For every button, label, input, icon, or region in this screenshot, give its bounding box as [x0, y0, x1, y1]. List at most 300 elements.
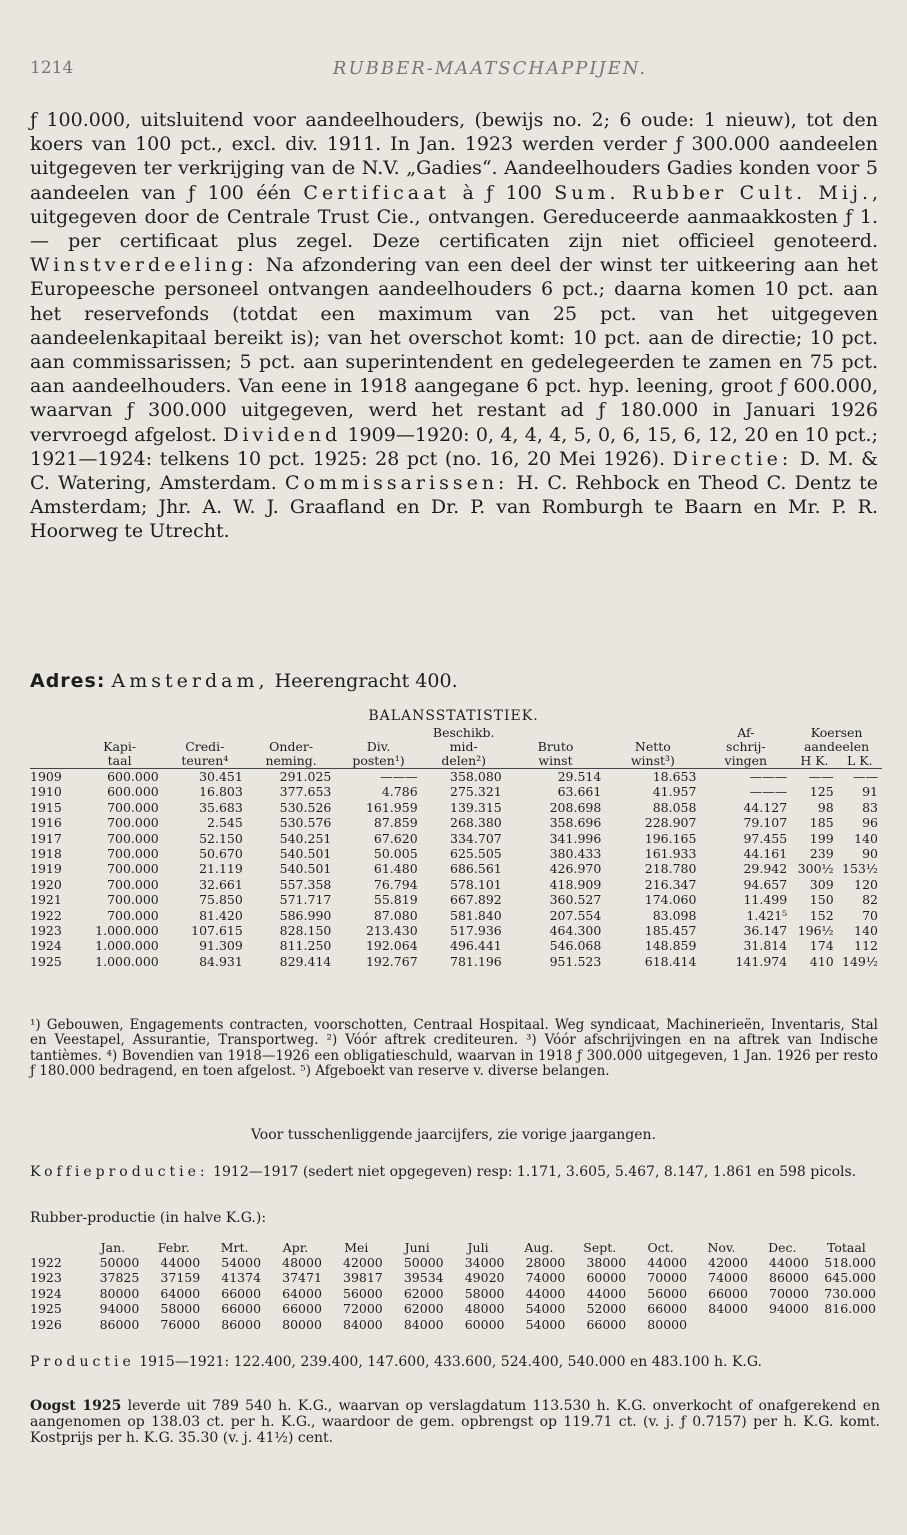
table-row: [30, 784, 882, 799]
table-cell: 83: [862, 799, 878, 815]
table-cell: 185: [809, 815, 834, 831]
month-header: Aug.: [524, 1240, 554, 1255]
table-cell: 174.060: [644, 892, 697, 908]
table-cell: 546.068: [549, 938, 602, 954]
header-hk: H K.: [791, 754, 837, 769]
table-cell: ———: [749, 784, 788, 800]
row-year: 1918: [30, 846, 62, 862]
running-header: [30, 58, 867, 86]
table-cell: 29.942: [743, 861, 788, 877]
table-cell: 586.990: [279, 907, 332, 923]
header-taal: taal: [76, 754, 162, 769]
table-row: [30, 1270, 880, 1285]
table-cell: 58000: [464, 1285, 505, 1301]
table-cell: 32.661: [199, 876, 243, 892]
header-neming: neming.: [247, 754, 336, 769]
table-cell: 1.000.000: [95, 938, 159, 954]
table-cell: 2.545: [207, 815, 243, 831]
table-cell: 686.561: [450, 861, 502, 877]
table-row: [30, 877, 882, 892]
table-row: [30, 923, 882, 938]
oogst-paragraph: [30, 1398, 880, 1446]
table-cell: 70: [862, 907, 878, 923]
table-cell: 31.814: [743, 938, 788, 954]
row-year: 1923: [30, 1270, 62, 1286]
header-lk: L K.: [838, 754, 882, 769]
header-schrij: schrij-: [726, 739, 766, 754]
table-cell: 84000: [343, 1316, 383, 1332]
header-koersen: Koersen: [810, 725, 863, 740]
table-cell: 625.505: [450, 846, 502, 862]
table-cell: 62000: [403, 1301, 444, 1317]
table-cell: 208.698: [549, 799, 602, 815]
table-cell: 63.661: [557, 784, 602, 800]
table-cell: 39534: [403, 1270, 444, 1286]
oogst-label: Oogst 1925: [30, 1398, 122, 1414]
row-year: 1922: [30, 907, 62, 923]
table-cell: 86000: [221, 1316, 262, 1332]
table-cell: 50000: [403, 1255, 444, 1270]
table-cell: 540.501: [279, 861, 332, 877]
header-div: Div.: [366, 739, 391, 754]
section-dividend: Dividend: [223, 423, 342, 446]
address-street: Heerengracht 400.: [274, 670, 458, 692]
header-vingen: vingen: [700, 754, 791, 769]
table-cell: 530.576: [279, 815, 332, 831]
table-cell: 410: [809, 953, 834, 969]
table-cell: 196.165: [644, 830, 697, 846]
table-cell: 645.000: [824, 1270, 876, 1286]
row-year: 1925: [30, 953, 62, 969]
table-cell: 80000: [99, 1285, 140, 1301]
table-cell: 58000: [160, 1301, 201, 1317]
table-cell: [752, 1317, 813, 1332]
table-cell: 91: [862, 784, 878, 800]
table-cell: 66000: [282, 1301, 322, 1317]
table-cell: 44000: [647, 1255, 688, 1270]
table-cell: 83.098: [652, 907, 697, 923]
row-year: 1915: [30, 799, 62, 815]
table-cell: 66000: [647, 1301, 688, 1317]
table-row: [30, 769, 882, 785]
table-cell: 811.250: [279, 938, 332, 954]
table-cell: 75.850: [199, 892, 243, 908]
month-header: Nov.: [707, 1240, 736, 1255]
table-cell: 37825: [99, 1270, 140, 1286]
table-cell: 578.101: [450, 876, 502, 892]
month-header: Mrt.: [220, 1240, 249, 1255]
table-cell: 50.670: [199, 846, 243, 862]
table-cell: 153½: [842, 861, 878, 877]
table-cell: 291.025: [279, 769, 332, 784]
table-cell: 44000: [769, 1255, 809, 1270]
table-cell: 80000: [282, 1316, 322, 1332]
table-cell: 88.058: [652, 799, 697, 815]
table-cell: 79.107: [743, 815, 788, 831]
table-cell: 66000: [586, 1316, 627, 1332]
table-cell: 107.615: [191, 923, 243, 939]
table-cell: 80000: [647, 1316, 688, 1332]
table-cell: 207.554: [549, 907, 602, 923]
table-cell: 730.000: [824, 1285, 876, 1301]
table-cell: 81.420: [199, 907, 243, 923]
table-cell: 48000: [464, 1301, 505, 1317]
table-cell: 37471: [282, 1270, 322, 1286]
table-cell: 90: [862, 846, 878, 862]
table-cell: 951.523: [549, 953, 602, 969]
table-cell: 358.696: [549, 815, 602, 831]
table-cell: 141.974: [735, 953, 788, 969]
table-cell: 1.000.000: [95, 953, 159, 969]
table-cell: 228.907: [644, 815, 697, 831]
table-cell: 18.653: [652, 769, 697, 784]
table-cell: 72000: [343, 1301, 383, 1317]
row-year: 1925: [30, 1301, 62, 1317]
table-cell: 44.161: [743, 846, 788, 862]
balance-footnotes: ¹) Gebouwen, Engagements contracten, voorschotten, Centraal Hospitaal. Weg syndicaat, Machinerieën, Inventaris, Stal en Veestapel, Assurantie, Transportweg. ²) Vóór aftrek crediteuren. ³) Vóór afschrijvingen en na aftrek van Indische tantièmes. ⁴) Bovendien van 1918—1926 een obligatieschuld, waarvan in 1918 ƒ 300.000 uitgegeven, 1 Jan. 1926 per resto ƒ 180.000 bedragend, en toen afgelost. ⁵) Afgeboekt van reserve v. diverse belangen.: [30, 1017, 878, 1080]
table-cell: 828.150: [279, 923, 332, 939]
productie-paragraph: [30, 1354, 880, 1370]
table-cell: 86000: [769, 1270, 809, 1286]
table-cell: ——: [853, 769, 878, 784]
para-text: ƒ 100.000, uitsluitend voor aandeelhouders, (bewijs no. 2; 6 oude: 1 nieuw), tot den koers van 100 pct., excl. div. 1911. In Jan. 1923 werden verder ƒ 300.000 aandeelen uitgegeven ter verkrijging van de N.V. „Gadies“. Aandeelhouders Gadies konden voor 5 aandeelen van ƒ 100 één: [30, 109, 878, 204]
month-header: Dec.: [768, 1240, 797, 1255]
table-cell: 29.514: [557, 769, 602, 784]
table-cell: 161.959: [365, 799, 418, 815]
table-cell: 700.000: [107, 861, 159, 877]
header-beschikb: Beschikb.: [432, 725, 495, 740]
spaced-term: Sum.: [554, 181, 620, 204]
table-cell: 48000: [282, 1255, 322, 1270]
header-netto: Netto: [634, 739, 671, 754]
table-cell: 44000: [160, 1255, 201, 1270]
table-row: [30, 831, 882, 846]
table-cell: 360.527: [549, 892, 602, 908]
table-cell: 341.996: [549, 830, 602, 846]
address-city: Amsterdam,: [111, 670, 269, 692]
header-aandeelen: aandeelen: [803, 739, 870, 754]
address-line: [30, 670, 458, 692]
row-year: 1924: [30, 1285, 62, 1301]
balance-table-title: BALANSSTATISTIEK.: [368, 708, 539, 724]
row-year: 1922: [30, 1255, 62, 1270]
table-cell: 42000: [343, 1255, 383, 1270]
table-cell: 87.080: [373, 907, 418, 923]
month-header: Apr.: [282, 1240, 309, 1255]
header-posten: posten¹): [335, 754, 421, 769]
table-cell: 300½: [797, 861, 834, 877]
table-cell: 42000: [708, 1255, 748, 1270]
table-cell: 192.064: [365, 938, 418, 954]
section-directie: Directie:: [672, 447, 793, 470]
month-header: Febr.: [157, 1240, 190, 1255]
table-cell: 66000: [708, 1285, 748, 1301]
table-cell: 464.300: [549, 923, 602, 939]
para-text: , uitgegeven door de Centrale Trust Cie., ontvangen. Gereduceerde aanmaakkosten ƒ 1.— per certificaat plus zegel. Deze certificaten zijn niet officieel genoteerd.: [30, 181, 879, 253]
header-credi: Credi-: [185, 739, 225, 754]
table-cell: 35.683: [199, 799, 243, 815]
table-row: [30, 861, 882, 876]
table-cell: 38000: [586, 1255, 627, 1270]
table-cell: ———: [749, 769, 788, 784]
table-cell: 54000: [525, 1316, 566, 1332]
productie-text: 1915—1921: 122.400, 239.400, 147.600, 433.600, 524.400, 540.000 en 483.100 h. K.G.: [139, 1354, 762, 1370]
table-cell: 150: [809, 892, 834, 908]
table-cell: 44000: [586, 1285, 627, 1301]
table-cell: 667.892: [450, 892, 502, 908]
table-row: [30, 846, 882, 861]
table-cell: 199: [809, 830, 834, 846]
table-cell: 74000: [525, 1270, 566, 1286]
table-cell: 76.794: [373, 876, 418, 892]
table-cell: 700.000: [107, 799, 159, 815]
table-cell: 52.150: [199, 830, 243, 846]
table-cell: 94.657: [743, 876, 788, 892]
table-cell: 334.707: [450, 830, 502, 846]
table-cell: 380.433: [549, 846, 602, 862]
table-cell: 152: [809, 907, 834, 923]
table-row: [30, 815, 882, 830]
table-cell: 52000: [586, 1301, 627, 1317]
table-cell: 94000: [769, 1301, 809, 1317]
row-year: 1916: [30, 815, 62, 831]
header-delen: delen²): [422, 754, 506, 769]
table-row: [30, 892, 882, 907]
table-row: [30, 938, 882, 953]
table-cell: 139.315: [450, 799, 502, 815]
table-cell: 16.803: [199, 784, 243, 800]
table-cell: 61.480: [373, 861, 418, 877]
table-cell: 1.421⁵: [746, 907, 788, 923]
table-cell: 174: [809, 938, 834, 954]
table-cell: 41374: [221, 1270, 262, 1286]
table-cell: 216.347: [644, 876, 697, 892]
table-cell: 44000: [525, 1285, 566, 1301]
month-header: Juli: [467, 1240, 489, 1255]
table-cell: 700.000: [107, 907, 159, 923]
table-cell: 140: [854, 923, 878, 939]
table-cell: 66000: [221, 1285, 262, 1301]
table-cell: 54000: [525, 1301, 566, 1317]
table-cell: 30.451: [199, 769, 243, 784]
koffie-productie: [30, 1164, 880, 1180]
table-cell: 700.000: [107, 830, 159, 846]
table-cell: 55.819: [373, 892, 418, 908]
table-cell: 97.455: [743, 830, 788, 846]
table-cell: 816.000: [824, 1301, 876, 1317]
table-cell: 239: [809, 846, 834, 862]
table-cell: 60000: [586, 1270, 627, 1286]
table-cell: 1.000.000: [95, 923, 159, 939]
table-cell: 268.380: [450, 815, 502, 831]
table-row: [30, 1301, 880, 1316]
spaced-term: Certificaat: [303, 181, 451, 204]
table-cell: 213.430: [365, 923, 418, 939]
table-cell: 64000: [282, 1285, 322, 1301]
table-cell: 49020: [464, 1270, 505, 1286]
header-af: Af-: [737, 725, 755, 740]
table-cell: 50000: [99, 1255, 140, 1270]
table-row: [30, 1286, 880, 1301]
table-cell: 829.414: [279, 953, 332, 969]
table-cell: 540.501: [279, 846, 332, 862]
table-cell: 418.909: [549, 876, 602, 892]
row-year: 1926: [30, 1316, 62, 1332]
row-year: 1921: [30, 892, 62, 908]
header-bruto: Bruto: [537, 739, 574, 754]
table-cell: ———: [380, 769, 418, 784]
address-label: Adres:: [30, 670, 106, 692]
table-cell: 218.780: [644, 861, 697, 877]
table-cell: 91.309: [199, 938, 243, 954]
table-cell: 94000: [99, 1301, 140, 1317]
para-text: D. M. & C. Watering, Amsterdam.: [30, 447, 878, 495]
table-cell: 377.653: [279, 784, 332, 800]
table-cell: 517.936: [450, 923, 502, 939]
table-cell: 82: [862, 892, 878, 908]
table-cell: 86000: [99, 1316, 140, 1332]
table-cell: 96: [862, 815, 878, 831]
tusschen-note: Voor tusschenliggende jaarcijfers, zie vorige jaargangen.: [250, 1127, 657, 1143]
table-cell: 34000: [464, 1255, 505, 1270]
row-year: 1917: [30, 830, 62, 846]
month-header: Oct.: [647, 1240, 674, 1255]
oogst-text: leverde uit 789 540 h. K.G., waarvan op verslagdatum 113.530 h. K.G. onverkocht of onafgerekend en aangenomen op 138.03 ct. per h. K.G., waardoor de gem. opbrengst op 119.71 ct. (v. j. ƒ 0.7157) per h. K.G. komt. Kostprijs per h. K.G. 35.30 (v. j. 41½) cent.: [30, 1398, 881, 1446]
table-cell: 600.000: [107, 784, 159, 800]
table-cell: 87.859: [373, 815, 418, 831]
table-cell: 21.119: [199, 861, 243, 877]
table-cell: 66000: [221, 1301, 262, 1317]
header-mid: mid-: [449, 739, 478, 754]
table-cell: 700.000: [107, 876, 159, 892]
spaced-term: Cult.: [739, 181, 807, 204]
table-cell: 84000: [403, 1316, 444, 1332]
table-cell: 185.457: [644, 923, 697, 939]
header-nwinst: winst³): [605, 754, 700, 769]
section-winstverdeeling: Winstverdeeling:: [30, 254, 258, 277]
rubber-productie-label: Rubber-productie (in halve K.G.):: [30, 1210, 267, 1226]
para-text: Na afzondering van een deel der winst ter uitkeering aan het Europeesche personeel ontvangen aandeelhouders 6 pct.; daarna komen 10 pct. aan het reservefonds (totdat een maximum van 25 pct. van het uitgegeven aandeelenkapitaal bereikt is); van het overschot komt: 10 pct. aan de directie; 10 pct. aan commissarissen; 5 pct. aan superintendent en gedelegeerden te zamen en 75 pct. aan aandeelhouders. Van eene in 1918 aangegane 6 pct. hyp. leening, groot ƒ 600.000, waarvan ƒ 300.000 uitgegeven, werd het restant ad ƒ 180.000 in Januari 1926 vervroegd afgelost.: [30, 254, 878, 446]
table-cell: 518.000: [824, 1255, 876, 1270]
row-year: 1923: [30, 923, 62, 939]
section-commissarissen: Commissarissen:: [285, 472, 509, 495]
table-cell: 70000: [769, 1285, 809, 1301]
table-cell: 700.000: [107, 815, 159, 831]
table-cell: 557.358: [279, 876, 332, 892]
page-number: 1214: [30, 58, 74, 78]
table-cell: 4.786: [381, 784, 418, 800]
table-cell: 62000: [403, 1285, 444, 1301]
koffie-text: 1912—1917 (sedert niet opgegeven) resp: 1.171, 3.605, 5.467, 8.147, 1.861 en 598 picols.: [213, 1164, 857, 1180]
para-text: à ƒ 100: [462, 181, 542, 204]
table-row: [30, 1255, 880, 1270]
table-cell: 56000: [343, 1285, 383, 1301]
table-cell: 496.441: [450, 938, 502, 954]
table-cell: 571.717: [279, 892, 332, 908]
table-cell: 125: [809, 784, 834, 800]
table-row: [30, 908, 882, 923]
month-header: Jan.: [100, 1240, 126, 1255]
table-cell: 148.859: [644, 938, 697, 954]
table-cell: 50.005: [373, 846, 418, 862]
table-cell: 98: [817, 799, 834, 815]
koffie-label: Koffieproductie:: [30, 1164, 209, 1180]
header-bwinst: winst: [506, 754, 606, 769]
table-cell: 39817: [343, 1270, 383, 1286]
table-cell: 581.840: [450, 907, 502, 923]
spaced-term: Rubber: [631, 181, 728, 204]
table-cell: 67.620: [373, 830, 418, 846]
row-year: 1920: [30, 876, 62, 892]
table-cell: 37159: [160, 1270, 201, 1286]
table-cell: [691, 1317, 752, 1332]
table-cell: 120: [854, 876, 878, 892]
table-cell: 149½: [842, 953, 878, 969]
table-cell: 44.127: [743, 799, 788, 815]
table-cell: 64000: [160, 1285, 201, 1301]
balance-table: [30, 726, 882, 969]
table-cell: 700.000: [107, 846, 159, 862]
table-cell: 781.196: [450, 953, 502, 969]
table-cell: 112: [854, 938, 878, 954]
table-cell: 700.000: [107, 892, 159, 908]
table-cell: 11.499: [743, 892, 788, 908]
table-cell: 192.767: [365, 953, 418, 969]
para-text: H. C. Rehbock en Theod C. Dentz te Amsterdam; Jhr. A. W. J. Graafland en Dr. P. van Romburgh te Baarn en Mr. P. R. Hoorweg te Utrecht.: [30, 472, 878, 543]
table-cell: 196½: [797, 923, 834, 939]
table-cell: 76000: [160, 1316, 201, 1332]
row-year: 1909: [30, 769, 62, 784]
table-cell: 358.080: [450, 769, 502, 784]
table-row: [30, 800, 882, 815]
month-header: Mei: [344, 1240, 369, 1255]
table-cell: 41.957: [652, 784, 697, 800]
header-teuren: teuren⁴: [163, 754, 247, 769]
table-row: [30, 1317, 880, 1332]
table-cell: 54000: [221, 1255, 262, 1270]
productie-label: Productie: [30, 1354, 135, 1370]
table-cell: 275.321: [450, 784, 502, 800]
table-cell: ——: [808, 769, 834, 784]
table-cell: 60000: [464, 1316, 505, 1332]
header-kapi: Kapi-: [103, 739, 137, 754]
table-cell: 309: [809, 876, 834, 892]
spaced-term: Mij.: [818, 181, 872, 204]
table-cell: 84.931: [199, 953, 243, 969]
para-text: 1909—1920: 0, 4, 4, 4, 5, 0, 6, 15, 6, 12, 20 en 10 pct.; 1921—1924: telkens 10 pct. 1925: 28 pct (no. 16, 20 Mei 1926).: [30, 423, 878, 470]
table-cell: 161.933: [644, 846, 697, 862]
table-cell: 618.414: [644, 953, 697, 969]
table-cell: 140: [854, 830, 878, 846]
header-onder: Onder-: [269, 739, 314, 754]
row-year: 1910: [30, 784, 62, 800]
table-cell: 426.970: [549, 861, 602, 877]
table-cell: 600.000: [107, 769, 159, 784]
running-title: RUBBER-MAATSCHAPPIJEN.: [332, 58, 648, 79]
month-header: Totaal: [826, 1240, 866, 1255]
row-year: 1924: [30, 938, 62, 954]
table-cell: 70000: [647, 1270, 688, 1286]
table-cell: 36.147: [743, 923, 788, 939]
table-cell: [813, 1317, 880, 1332]
table-cell: 56000: [647, 1285, 688, 1301]
table-cell: 28000: [525, 1255, 566, 1270]
month-header: Sept.: [583, 1240, 617, 1255]
rubber-production-table: [30, 1240, 880, 1332]
row-year: 1919: [30, 861, 62, 877]
table-cell: 84000: [708, 1301, 748, 1317]
table-cell: 530.526: [279, 799, 332, 815]
